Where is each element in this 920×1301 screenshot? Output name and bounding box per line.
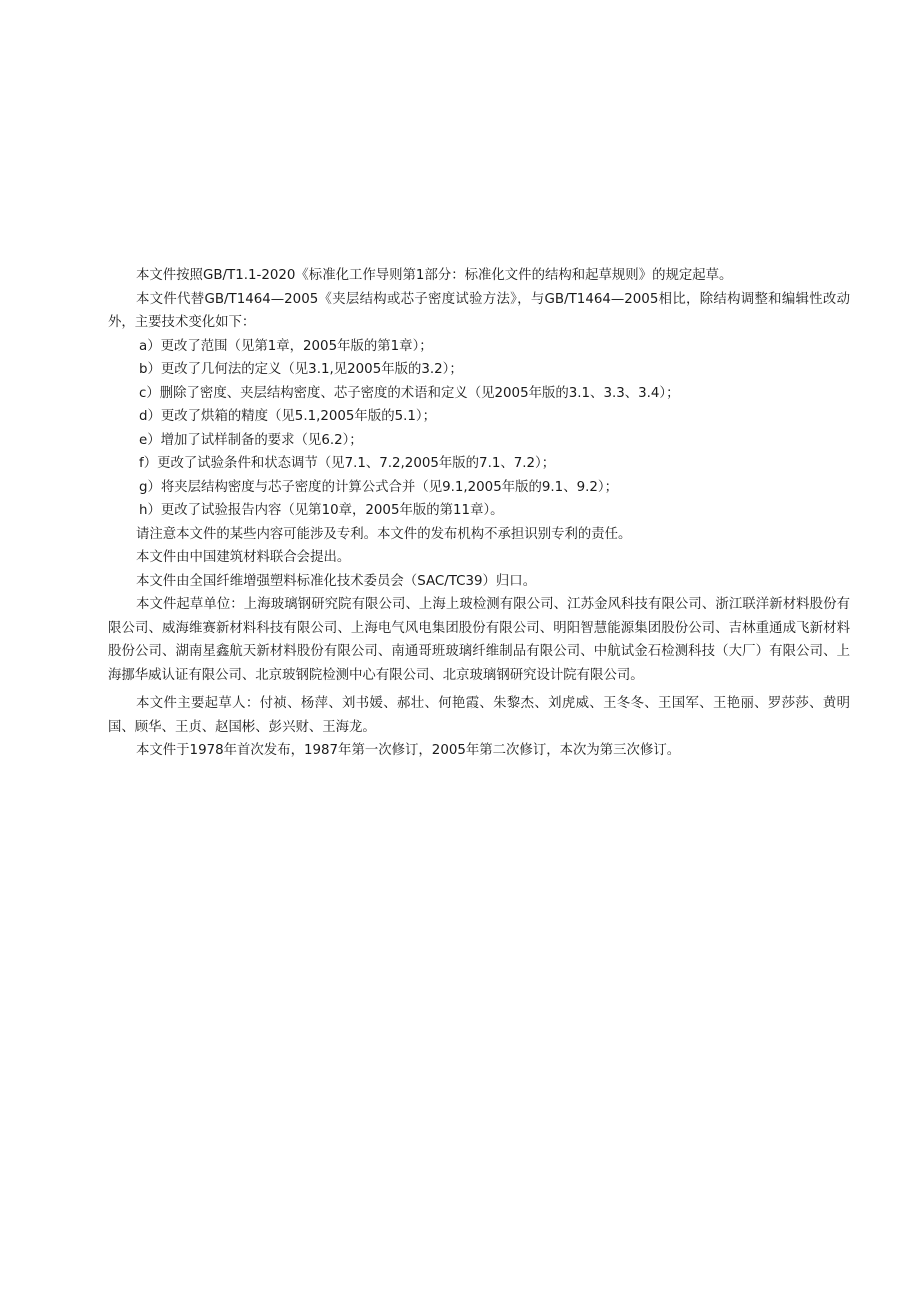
preface-body (108, 264, 850, 763)
centralized-by: 本文件由全国纤维增强塑料标准化技术委员会（SAC/TC39）归口。 (136, 573, 537, 589)
drafting-basis-paragraph: 本文件按照GB/T1.1-2020《标准化工作导则第1部分：标准化文件的结构和起草规则》的规定起草。 (136, 268, 733, 283)
list-item: c）删除了密度、夹层结构密度、芯子密度的术语和定义（见2005年版的3.1、3.3、3.4）； (139, 385, 680, 401)
patent-notice: 请注意本文件的某些内容可能涉及专利。本文件的发布机构不承担识别专利的责任。 (136, 526, 632, 542)
replacement-paragraph: 本文件代替GB/T1464—2005《夹层结构或芯子密度试验方法》，与GB/T1464—2005相比，除结构调整和编辑性改动外，主要技术变化如下： (108, 291, 850, 330)
list-item: b）更改了几何法的定义（见3.1,见2005年版的3.2）； (139, 362, 463, 377)
list-item: e）增加了试样制备的要求（见6.2）； (139, 432, 363, 448)
list-item: g）将夹层结构密度与芯子密度的计算公式合并（见9.1,2005年版的9.1、9.2）； (139, 479, 618, 495)
list-item: d）更改了烘箱的精度（见5.1,2005年版的5.1）； (139, 409, 436, 424)
technical-changes-list (108, 335, 850, 523)
main-drafters: 本文件主要起草人：付祯、杨萍、刘书媛、郝壮、何艳霞、朱黎杰、刘虎威、王冬冬、王国军、王艳丽、罗莎莎、黄明国、顾华、王贞、赵国彬、彭兴财、王海龙。 (108, 696, 850, 735)
list-item: a）更改了范围（见第1章，2005年版的第1章）； (139, 338, 433, 354)
proposed-by: 本文件由中国建筑材料联合会提出。 (136, 550, 351, 565)
publication-history: 本文件于1978年首次发布，1987年第一次修订，2005年第二次修订，本次为第三次修订。 (136, 743, 681, 758)
drafting-units: 本文件起草单位：上海玻璃钢研究院有限公司、上海上玻检测有限公司、江苏金风科技有限公司、浙江联洋新材料股份有限公司、威海维赛新材料科技有限公司、上海电气风电集团股份有限公司、明阳智慧能源集团股份公司、吉林重通成飞新材料股份公司、湖南星鑫航天新材料股份有限公司、南通哥班玻璃纤维制品有限公司、中航试金石检测科技（大厂）有限公司、上海挪华威认证有限公司、北京玻钢院检测中心有限公司、北京玻璃钢研究设计院有限公司。 (108, 597, 850, 683)
list-item: f）更改了试验条件和状态调节（见7.1、7.2,2005年版的7.1、7.2）； (139, 456, 556, 471)
list-item: h）更改了试验报告内容（见第10章，2005年版的第11章）。 (139, 503, 504, 518)
